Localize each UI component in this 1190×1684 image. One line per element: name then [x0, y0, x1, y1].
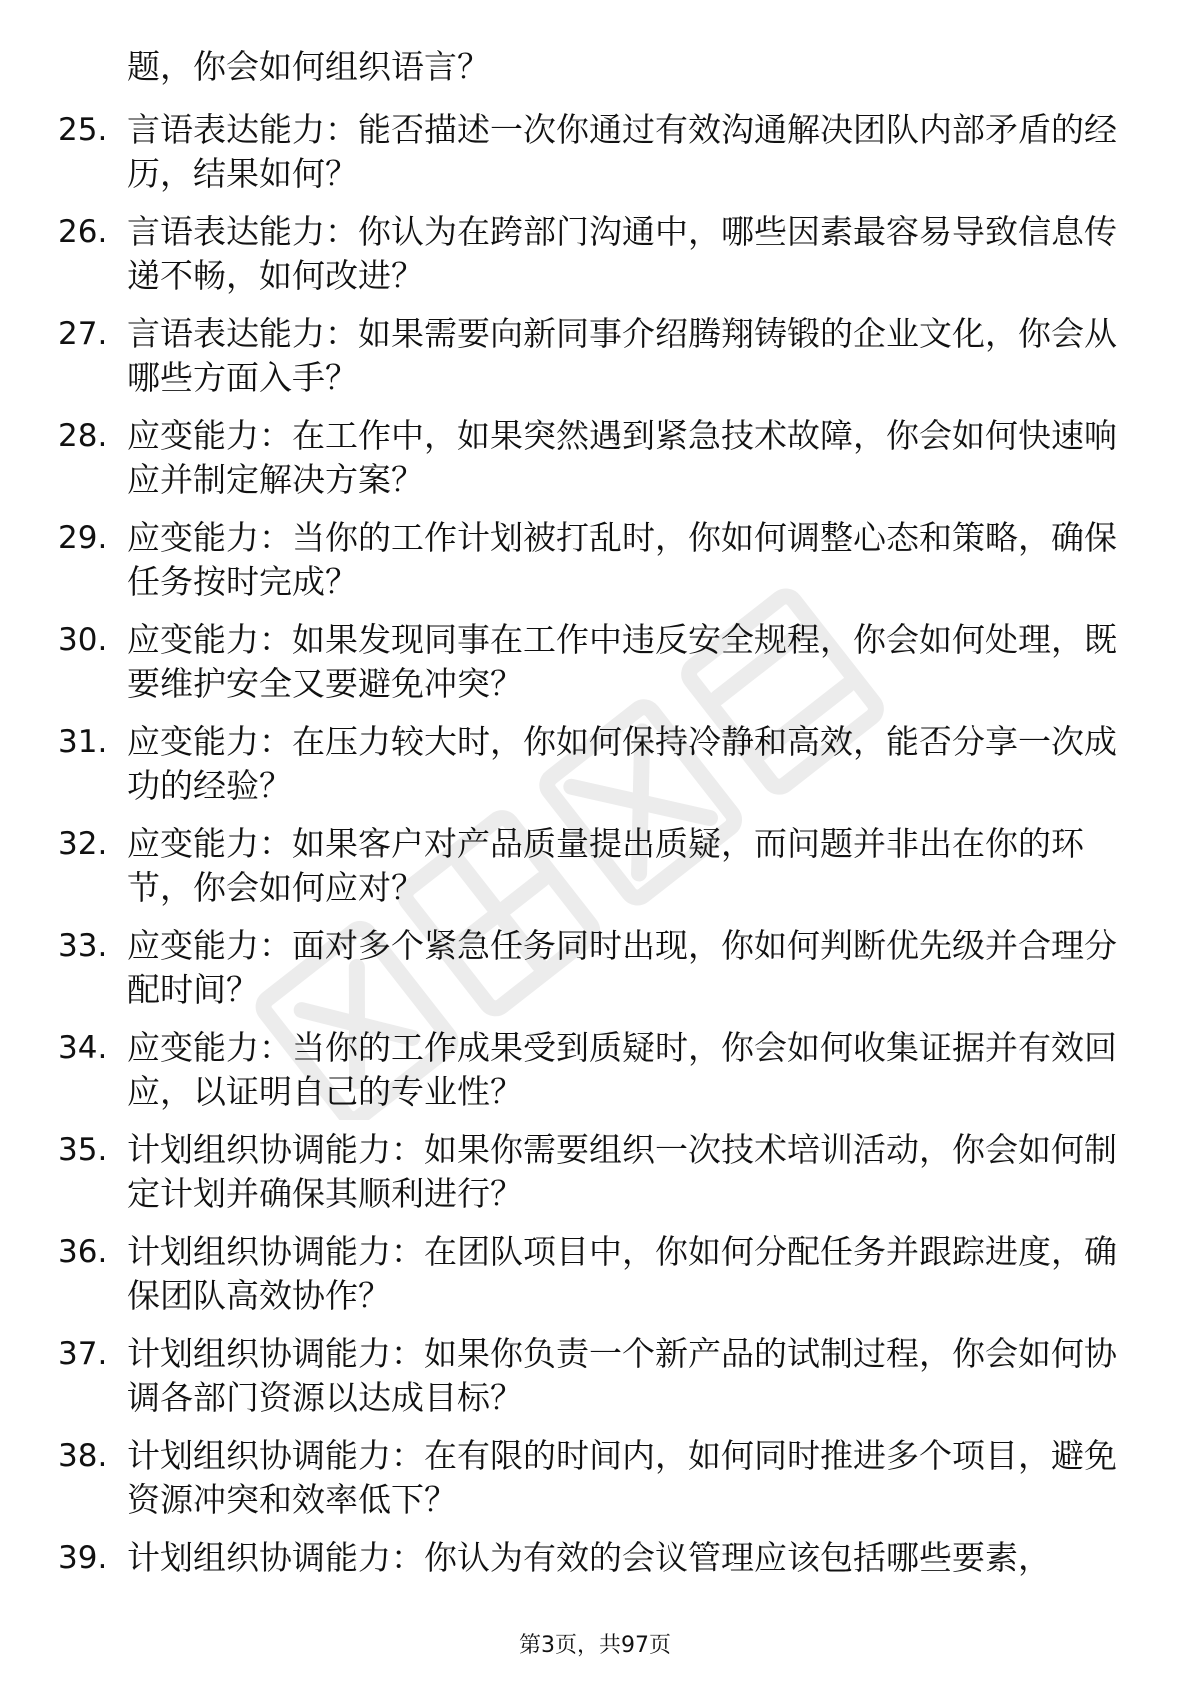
question-number: 26. — [58, 214, 108, 250]
question-text: 言语表达能力：你认为在跨部门沟通中，哪些因素最容易导致信息传递不畅，如何改进？ — [127, 212, 1117, 295]
question-text: 应变能力：如果客户对产品质量提出质疑，而问题并非出在你的环节，你会如何应对？ — [127, 824, 1084, 907]
question-text: 言语表达能力：能否描述一次你通过有效沟通解决团队内部矛盾的经历，结果如何？ — [127, 110, 1117, 193]
question-number: 28. — [58, 418, 108, 454]
question-number: 38. — [58, 1438, 108, 1474]
question-number: 29. — [58, 520, 108, 556]
question-text: 应变能力：如果发现同事在工作中违反安全规程，你会如何处理，既要维护安全又要避免冲突？ — [127, 620, 1117, 703]
question-number: 32. — [58, 826, 108, 862]
question-text: 言语表达能力：如果需要向新同事介绍腾翔铸锻的企业文化，你会从哪些方面入手？ — [127, 314, 1117, 397]
question-text: 计划组织协调能力：在团队项目中，你如何分配任务并跟踪进度，确保团队高效协作？ — [127, 1232, 1117, 1315]
question-text: 计划组织协调能力：在有限的时间内，如何同时推进多个项目，避免资源冲突和效率低下？ — [127, 1436, 1117, 1519]
question-number: 35. — [58, 1132, 108, 1168]
continued-question-text: 题，你会如何组织语言？ — [127, 47, 490, 86]
question-item — [0, 108, 1190, 210]
question-number: 31. — [58, 724, 108, 760]
question-text: 计划组织协调能力：如果你需要组织一次技术培训活动，你会如何制定计划并确保其顺利进行？ — [127, 1130, 1117, 1213]
question-item — [0, 822, 1190, 924]
question-number: 34. — [58, 1030, 108, 1066]
question-item — [0, 1434, 1190, 1536]
question-item — [0, 618, 1190, 720]
question-text: 应变能力：面对多个紧急任务同时出现，你如何判断优先级并合理分配时间？ — [127, 926, 1117, 1009]
question-number: 39. — [58, 1540, 108, 1576]
question-number: 30. — [58, 622, 108, 658]
question-item — [0, 1332, 1190, 1434]
question-item — [0, 414, 1190, 516]
question-item — [0, 1536, 1190, 1638]
question-item — [0, 720, 1190, 822]
question-text: 计划组织协调能力：你认为有效的会议管理应该包括哪些要素， — [127, 1538, 1051, 1577]
question-text: 应变能力：在工作中，如果突然遇到紧急技术故障，你会如何快速响应并制定解决方案？ — [127, 416, 1117, 499]
question-number: 33. — [58, 928, 108, 964]
question-item — [0, 516, 1190, 618]
question-text: 应变能力：在压力较大时，你如何保持冷静和高效，能否分享一次成功的经验？ — [127, 722, 1117, 805]
question-number: 27. — [58, 316, 108, 352]
question-item — [0, 312, 1190, 414]
question-text: 应变能力：当你的工作计划被打乱时，你如何调整心态和策略，确保任务按时完成？ — [127, 518, 1117, 601]
question-item — [0, 1230, 1190, 1332]
question-number: 25. — [58, 112, 108, 148]
question-item — [0, 1026, 1190, 1128]
question-item — [0, 924, 1190, 1026]
page-footer: 第3页，共97页 — [519, 1633, 671, 1658]
question-list — [0, 108, 1190, 1638]
question-item — [0, 1128, 1190, 1230]
question-text: 计划组织协调能力：如果你负责一个新产品的试制过程，你会如何协调各部门资源以达成目标？ — [127, 1334, 1117, 1417]
question-number: 36. — [58, 1234, 108, 1270]
question-number: 37. — [58, 1336, 108, 1372]
question-text: 应变能力：当你的工作成果受到质疑时，你会如何收集证据并有效回应，以证明自己的专业性？ — [127, 1028, 1117, 1111]
question-item — [0, 210, 1190, 312]
